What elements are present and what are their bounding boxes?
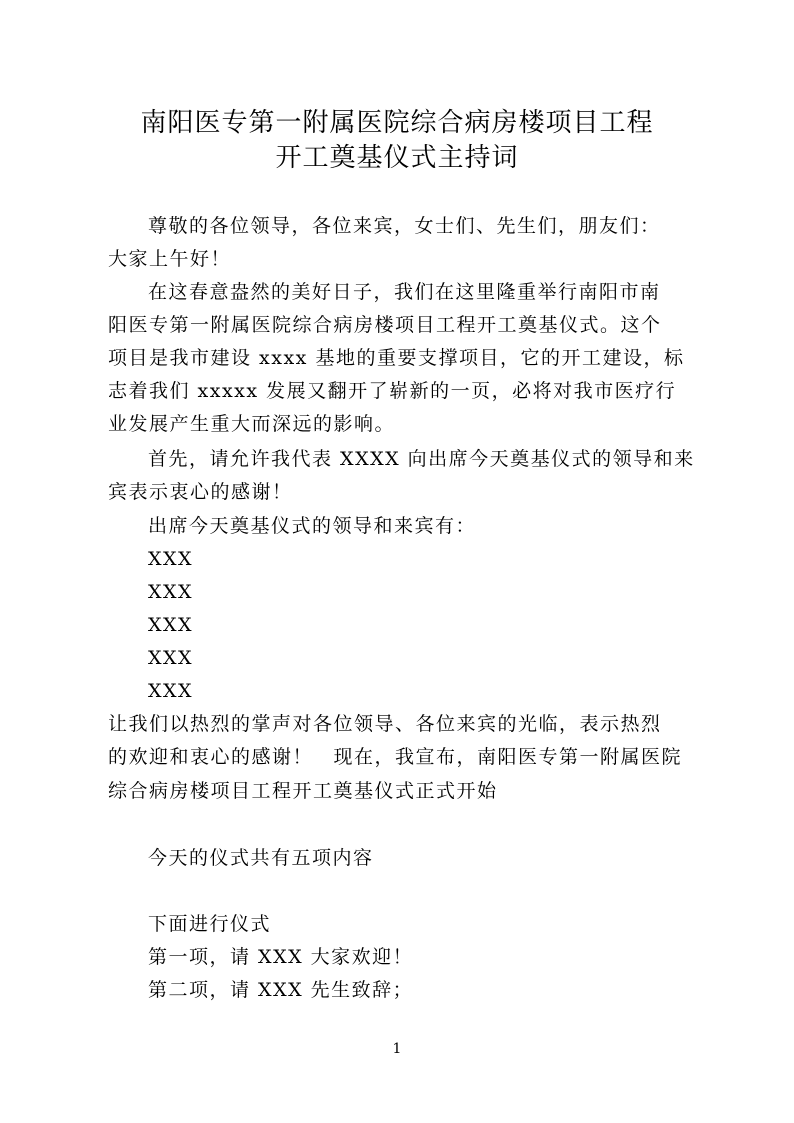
paragraph-line: 业发展产生重大而深远的影响。 <box>108 413 396 435</box>
page-number: 1 <box>392 1041 402 1057</box>
guest-list-item: XXX <box>148 548 194 570</box>
paragraph-line: 宾表示衷心的感谢！ <box>108 481 293 503</box>
paragraph-line: 志着我们 xxxxx 发展又翻开了崭新的一页，必将对我市医疗行 <box>108 380 677 402</box>
paragraph-line: 在这春意盎然的美好日子，我们在这里隆重举行南阳市南 <box>148 281 661 303</box>
paragraph-line: 的欢迎和衷心的感谢！ 现在，我宣布，南阳医专第一附属医院 <box>108 746 683 768</box>
agenda-item: 第一项，请 XXX 大家欢迎！ <box>148 946 414 968</box>
paragraph-line: 下面进行仪式 <box>148 913 272 935</box>
paragraph-line: 首先，请允许我代表 XXXX 向出席今天奠基仪式的领导和来 <box>148 448 695 470</box>
document-title-line-1: 南阳医专第一附属医院综合病房楼项目工程 <box>140 108 654 138</box>
paragraph-line: 让我们以热烈的掌声对各位领导、各位来宾的光临，表示热烈 <box>108 713 662 735</box>
paragraph-line: 今天的仪式共有五项内容 <box>148 847 374 869</box>
guest-list-item: XXX <box>148 680 194 702</box>
paragraph-line: 综合病房楼项目工程开工奠基仪式正式开始 <box>108 780 498 802</box>
guest-list-item: XXX <box>148 581 194 603</box>
document-title-line-2: 开工奠基仪式主持词 <box>275 143 519 173</box>
paragraph-line: 项目是我市建设 xxxx 基地的重要支撑项目，它的开工建设，标 <box>108 347 685 369</box>
paragraph-line: 出席今天奠基仪式的领导和来宾有： <box>148 515 477 537</box>
guest-list-item: XXX <box>148 614 194 636</box>
agenda-item: 第二项，请 XXX 先生致辞； <box>148 979 414 1001</box>
paragraph-line: 尊敬的各位领导，各位来宾，女士们、先生们，朋友们： <box>148 215 661 237</box>
paragraph-line: 大家上午好！ <box>108 248 232 270</box>
paragraph-line: 阳医专第一附属医院综合病房楼项目工程开工奠基仪式。这个 <box>108 314 662 336</box>
guest-list-item: XXX <box>148 647 194 669</box>
